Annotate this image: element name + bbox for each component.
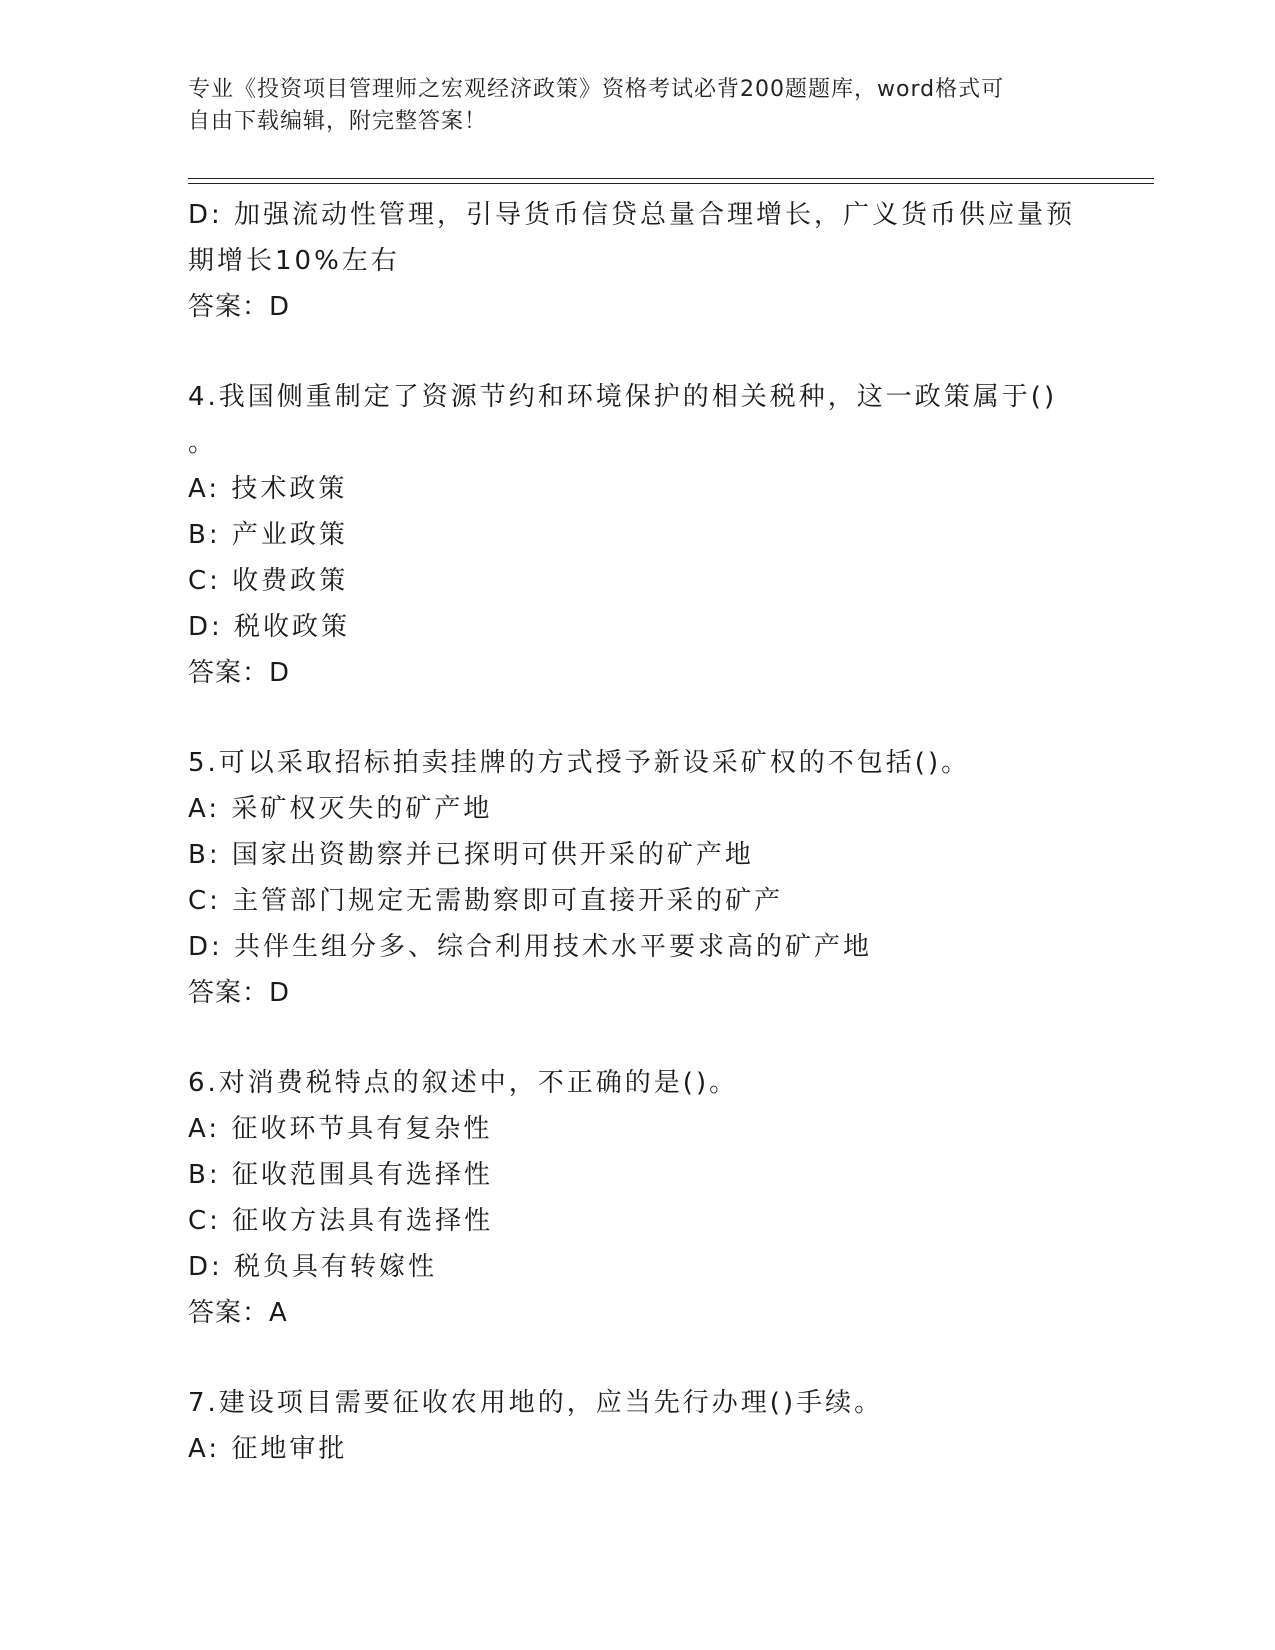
- option-c: C: 征收方法具有选择性: [188, 1206, 494, 1236]
- prev-question-block: [188, 192, 1088, 330]
- option-d: D: 税收政策: [188, 612, 351, 642]
- header-rule-bottom: [188, 183, 1154, 184]
- question-stem-continued: 。: [188, 428, 218, 458]
- option-d: D: 加强流动性管理，引导货币信贷总量合理增长，广义货币供应量预: [188, 200, 1076, 230]
- question-stem: 4.我国侧重制定了资源节约和环境保护的相关税种，这一政策属于(): [188, 382, 1058, 412]
- answer: 答案：A: [188, 1298, 288, 1328]
- question-stem: 7.建设项目需要征收农用地的，应当先行办理()手续。: [188, 1388, 884, 1418]
- answer: 答案：D: [188, 658, 291, 688]
- question-stem: 5.可以采取招标拍卖挂牌的方式授予新设采矿权的不包括()。: [188, 748, 971, 778]
- header-rule-top: [188, 178, 1154, 179]
- question-5: [188, 740, 1088, 1016]
- option-a: A: 技术政策: [188, 474, 348, 504]
- option-d: D: 共伴生组分多、综合利用技术水平要求高的矿产地: [188, 932, 873, 962]
- option-c: C: 收费政策: [188, 566, 349, 596]
- option-a: A: 征收环节具有复杂性: [188, 1114, 493, 1144]
- header-line-1: 专业《投资项目管理师之宏观经济政策》资格考试必背200题题库，word格式可: [188, 77, 1005, 102]
- option-d-continued: 期增长10%左右: [188, 246, 400, 276]
- answer: 答案：D: [188, 978, 291, 1008]
- option-b: B: 产业政策: [188, 520, 348, 550]
- option-a: A: 采矿权灭失的矿产地: [188, 794, 493, 824]
- question-stem: 6.对消费税特点的叙述中，不正确的是()。: [188, 1068, 739, 1098]
- question-6: [188, 1060, 1088, 1336]
- question-7: [188, 1380, 1088, 1472]
- option-c: C: 主管部门规定无需勘察即可直接开采的矿产: [188, 886, 784, 916]
- answer: 答案：D: [188, 292, 291, 322]
- header-line-2: 自由下载编辑，附完整答案！: [188, 109, 488, 134]
- question-4: [188, 374, 1088, 696]
- option-d: D: 税负具有转嫁性: [188, 1252, 438, 1282]
- document-header: [188, 74, 1068, 138]
- option-a: A: 征地审批: [188, 1434, 348, 1464]
- option-b: B: 征收范围具有选择性: [188, 1160, 493, 1190]
- option-b: B: 国家出资勘察并已探明可供开采的矿产地: [188, 840, 754, 870]
- question-content: [188, 192, 1088, 1472]
